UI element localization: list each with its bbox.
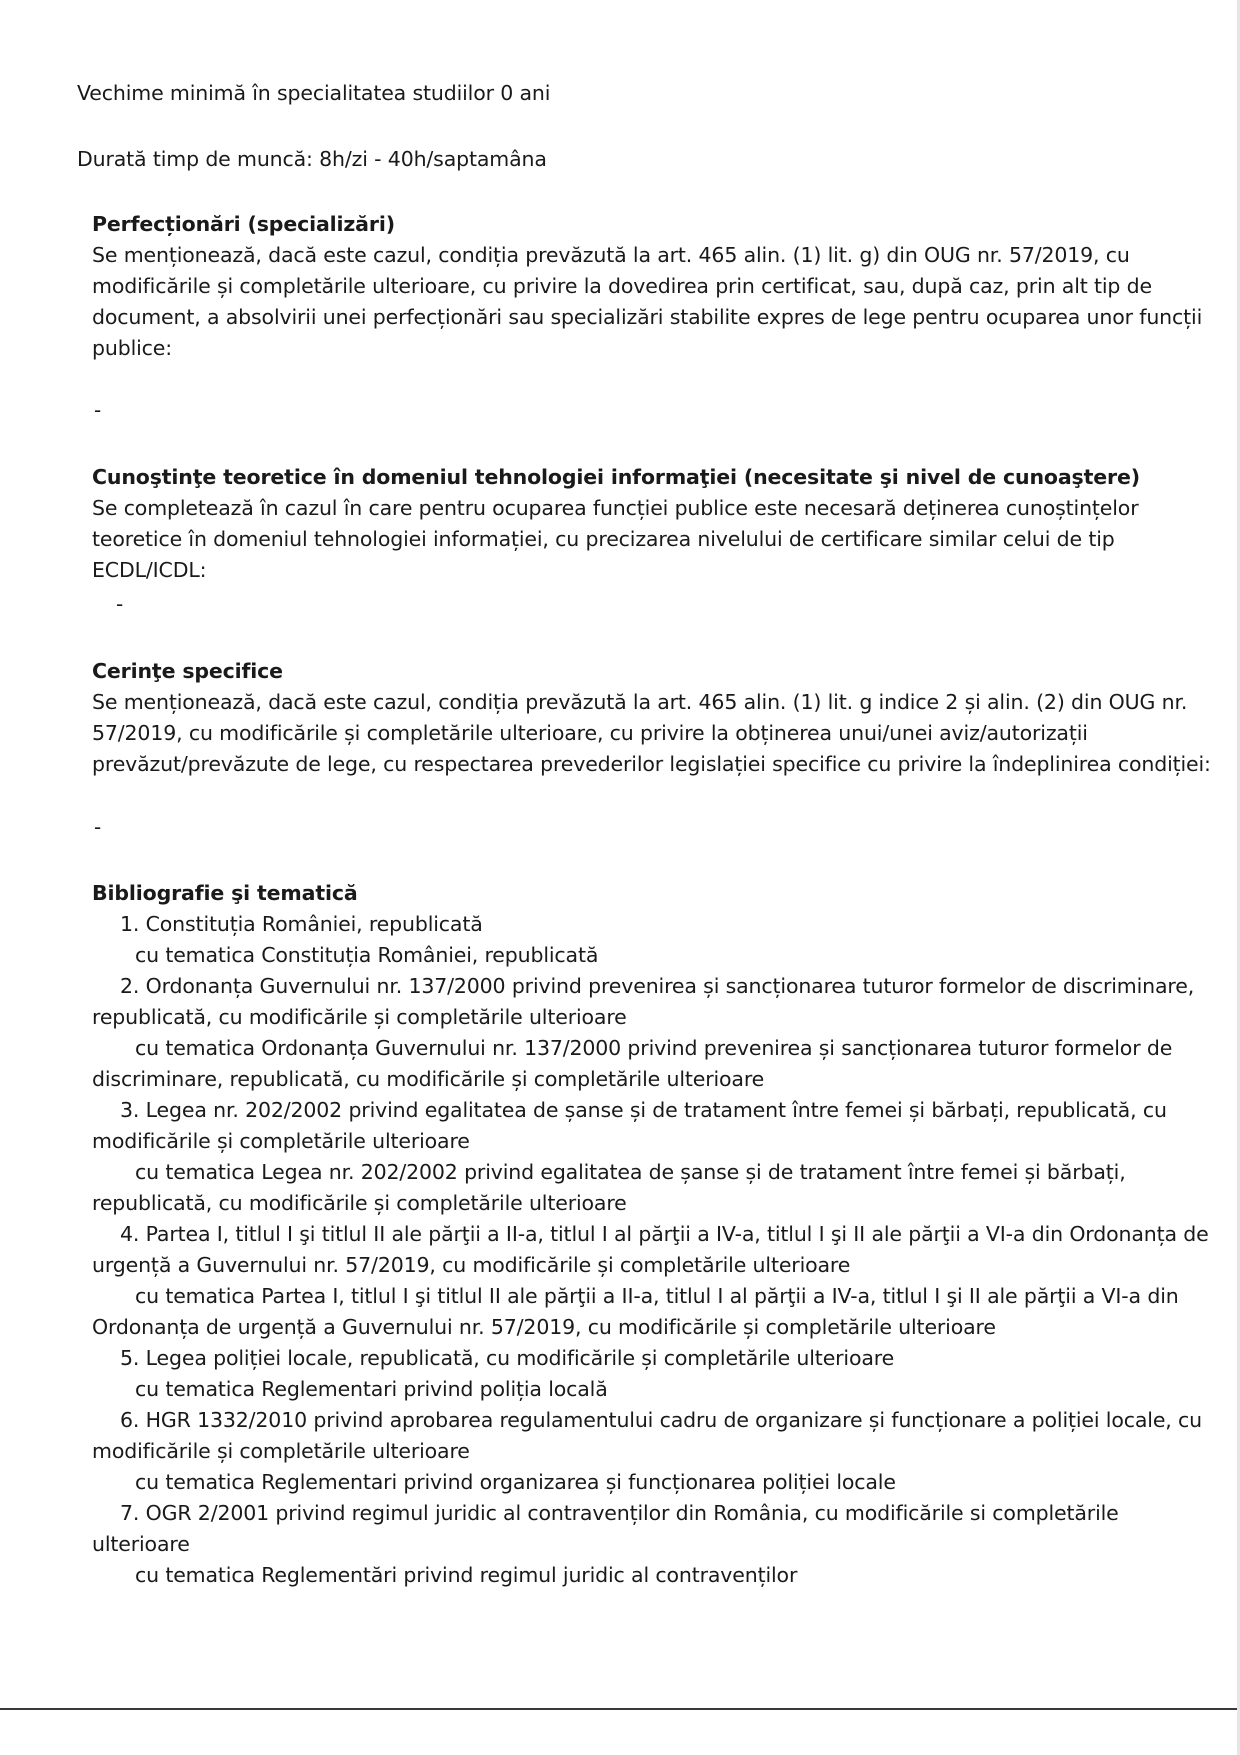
vechime-text: Vechime minimă în specialitatea studiilor 0 ani: [77, 81, 551, 105]
cunostinte-line: teoretice în domeniul tehnologiei informației, cu precizarea nivelului de certificare similar celui de tip: [92, 527, 1115, 551]
bibliografie-tematica: cu tematica Reglementări privind regimul juridic al contravenților: [135, 1563, 798, 1587]
bibliografie-tematica: cu tematica Legea nr. 202/2002 privind egalitatea de șanse și de tratament între femei și bărbați,: [135, 1160, 1126, 1184]
bibliografie-tematica: Ordonanța de urgență a Guvernului nr. 57/2019, cu modificările și completările ulterioare: [92, 1315, 996, 1339]
cunostinte-line: ECDL/ICDL:: [92, 558, 207, 582]
bibliografie-tematica: cu tematica Reglementari privind organizarea și funcționarea poliției locale: [135, 1470, 896, 1494]
bibliografie-tematica: cu tematica Reglementari privind poliția locală: [135, 1377, 608, 1401]
bibliografie-item: modificările și completările ulterioare: [92, 1439, 470, 1463]
cunostinte-line: Se completează în cazul în care pentru ocuparea funcției publice este necesară deținerea cunoștințelor: [92, 496, 1139, 520]
cunostinte-heading: Cunoştinţe teoretice în domeniul tehnologiei informaţiei (necesitate şi nivel de cunoaştere): [92, 465, 1140, 489]
bibliografie-item: 4. Partea I, titlul I şi titlul II ale părţii a II-a, titlul I al părţii a IV-a, titlul I şi II ale părţii a VI-a din Ordonanța de: [120, 1222, 1209, 1246]
bibliografie-tematica: republicată, cu modificările și completările ulterioare: [92, 1191, 627, 1215]
cerinte-line: prevăzut/prevăzute de lege, cu respectarea prevederilor legislației specifice cu privire la îndeplinirea condiției:: [92, 752, 1211, 776]
bibliografie-tematica: cu tematica Ordonanța Guvernului nr. 137/2000 privind prevenirea și sancționarea tuturor formelor de: [135, 1036, 1173, 1060]
bibliografie-item: modificările și completările ulterioare: [92, 1129, 470, 1153]
cunostinte-value: -: [116, 592, 124, 616]
bibliografie-item: 7. OGR 2/2001 privind regimul juridic al contravenților din România, cu modificările si completările: [120, 1501, 1119, 1525]
bibliografie-item: 5. Legea poliției locale, republicată, cu modificările și completările ulterioare: [120, 1346, 895, 1370]
bibliografie-item: ulterioare: [92, 1532, 190, 1556]
cerinte-line: 57/2019, cu modificările și completările ulterioare, cu privire la obținerea unui/unei aviz/autorizații: [92, 721, 1088, 745]
bibliografie-tematica: cu tematica Partea I, titlul I şi titlul II ale părţii a II-a, titlul I al părţii a IV-a, titlul I şi II ale părţii a VI-a din: [135, 1284, 1179, 1308]
bibliografie-item: 3. Legea nr. 202/2002 privind egalitatea de șanse și de tratament între femei și bărbați, republicată, cu: [120, 1098, 1167, 1122]
bibliografie-item: 1. Constituția României, republicată: [120, 912, 483, 936]
perfectionari-line: publice:: [92, 336, 172, 360]
bottom-divider: [0, 1708, 1240, 1710]
bibliografie-item: 6. HGR 1332/2010 privind aprobarea regulamentului cadru de organizare și funcționare a poliției locale, cu: [120, 1408, 1202, 1432]
cerinte-heading: Cerinţe specifice: [92, 659, 283, 683]
durata-text: Durată timp de muncă: 8h/zi - 40h/saptamâna: [77, 147, 547, 171]
bibliografie-tematica: discriminare, republicată, cu modificările și completările ulterioare: [92, 1067, 765, 1091]
perfectionari-line: Se menționează, dacă este cazul, condiția prevăzută la art. 465 alin. (1) lit. g) din OUG nr. 57/2019, cu: [92, 243, 1130, 267]
bibliografie-item: urgență a Guvernului nr. 57/2019, cu modificările și completările ulterioare: [92, 1253, 851, 1277]
perfectionari-line: modificările și completările ulterioare, cu privire la dovedirea prin certificat, sau, după caz, prin alt tip de: [92, 274, 1152, 298]
bibliografie-tematica: cu tematica Constituția României, republicată: [135, 943, 599, 967]
bibliografie-item: 2. Ordonanța Guvernului nr. 137/2000 privind prevenirea și sancționarea tuturor formelor de discriminare,: [120, 974, 1195, 998]
bibliografie-heading: Bibliografie şi tematică: [92, 881, 358, 905]
perfectionari-heading: Perfecționări (specializări): [92, 212, 395, 236]
cerinte-value: -: [94, 815, 102, 839]
bibliografie-item: republicată, cu modificările și completările ulterioare: [92, 1005, 627, 1029]
perfectionari-value: -: [94, 398, 102, 422]
cerinte-line: Se menționează, dacă este cazul, condiția prevăzută la art. 465 alin. (1) lit. g indice 2 și alin. (2) din OUG nr.: [92, 690, 1188, 714]
perfectionari-line: document, a absolvirii unei perfecționări sau specializări stabilite expres de lege pentru ocuparea unor funcții: [92, 305, 1203, 329]
